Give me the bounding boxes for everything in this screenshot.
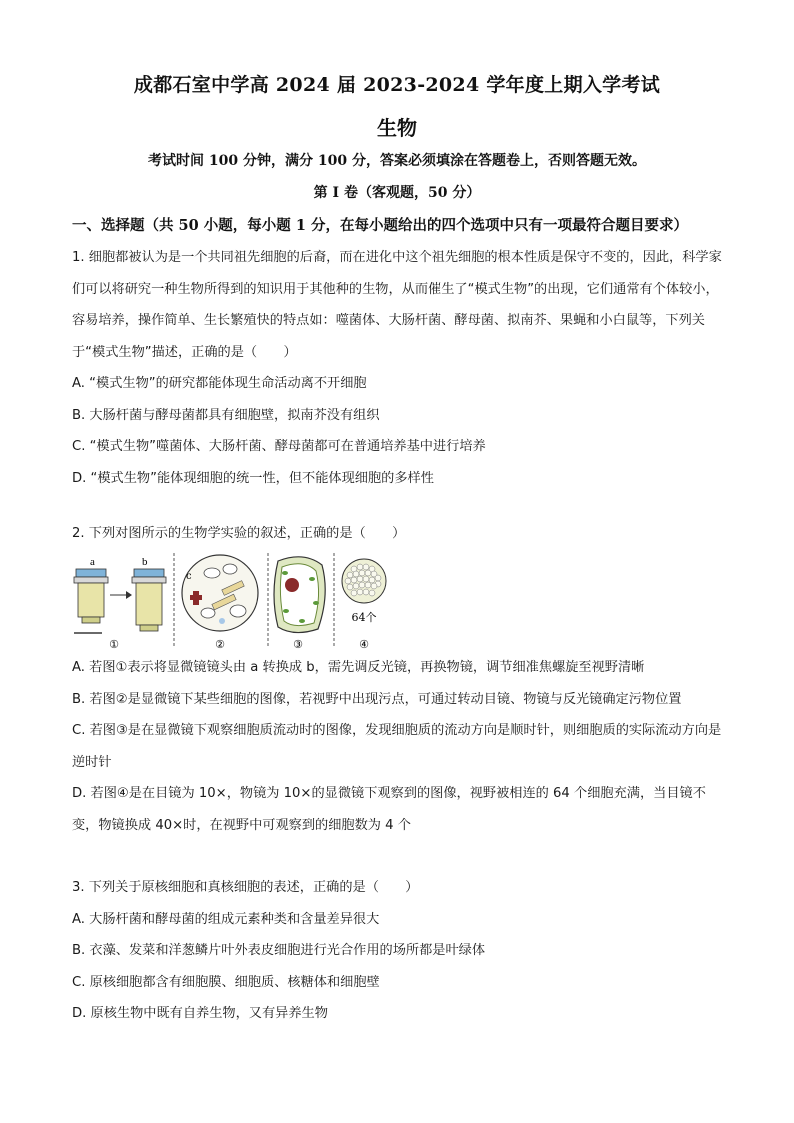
panel-1-objectives xyxy=(74,556,166,651)
option-c: C. “模式生物”噬菌体、大肠杆菌、酵母菌都可在普通培养基中进行培养 xyxy=(72,439,486,454)
volume-heading: 第 I 卷（客观题，50 分） xyxy=(313,185,481,201)
label-c: c xyxy=(186,571,192,582)
microscope-figure xyxy=(72,551,392,651)
question-stem: 2. 下列对图所示的生物学实验的叙述，正确的是（ ） xyxy=(72,526,406,541)
option-b: B. 大肠杆菌与酵母菌都具有细胞壁，拟南芥没有组织 xyxy=(72,407,380,423)
question-stem: 1. 细胞都被认为是一个共同祖先细胞的后裔，而在进化中这个祖先细胞的根本性质是保守不变的，因此，科学家们可以将研究一种生物所得到的知识用于其他种的生物，从而催生了“模式生物”的出现，它们通常有个体较小，容易培养，操作简单、生长繁殖快的特点如：噬菌体、大肠杆菌、酵母菌、拟南芥、果蝇和小白鼠等，下列关于“模式生物”描述，正确的是（ ） xyxy=(72,250,722,360)
option-c: C. 原核细胞都含有细胞膜、细胞质、核糖体和细胞壁 xyxy=(72,974,380,990)
option-a: A. 大肠杆菌和酵母菌的组成元素种类和含量差异很大 xyxy=(72,911,380,927)
question-1 xyxy=(72,242,722,494)
cell-count-label: 64个 xyxy=(351,611,377,624)
option-a: A. 若图①表示将显微镜镜头由 a 转换成 b，需先调反光镜，再换物镜，调节细准焦螺旋至视野清晰 xyxy=(72,660,645,675)
panel-4-cell-field xyxy=(342,559,386,651)
panel-label-1: ① xyxy=(109,638,119,651)
panel-label-2: ② xyxy=(215,638,225,651)
option-b: B. 衣藻、发菜和洋葱鳞片叶外表皮细胞进行光合作用的场所都是叶绿体 xyxy=(72,943,486,958)
exam-notice: 考试时间 100 分钟，满分 100 分，答案必须填涂在答题卷上，否则答题无效。 xyxy=(148,153,646,169)
panel-3-plant-cell xyxy=(274,557,325,651)
panel-label-4: ④ xyxy=(359,638,369,651)
option-c: C. 若图③是在显微镜下观察细胞质流动时的图像，发现细胞质的流动方向是顺时针，则细胞质的实际流动方向是逆时针 xyxy=(72,723,722,770)
option-b: B. 若图②是显微镜下某些细胞的图像，若视野中出现污点，可通过转动目镜、物镜与反光镜确定污物位置 xyxy=(72,691,682,707)
option-a: A. “模式生物”的研究都能体现生命活动离不开细胞 xyxy=(72,376,367,391)
panel-label-3: ③ xyxy=(293,638,303,651)
option-d: D. “模式生物”能体现细胞的统一性，但不能体现细胞的多样性 xyxy=(72,470,434,486)
label-b: b xyxy=(142,556,148,568)
question-2 xyxy=(72,518,722,550)
question-stem: 3. 下列关于原核细胞和真核细胞的表述，正确的是（ ） xyxy=(72,880,419,895)
question-2-options xyxy=(72,652,722,841)
panel-2-cells xyxy=(182,555,258,651)
option-d: D. 原核生物中既有自养生物，又有异养生物 xyxy=(72,1006,328,1021)
subject-title: 生物 xyxy=(377,116,417,140)
section-heading: 一、选择题（共 50 小题，每小题 1 分，在每小题给出的四个选项中只有一项最符合题目要求） xyxy=(72,217,688,234)
option-d: D. 若图④是在目镜为 10×，物镜为 10×的显微镜下观察到的图像，视野被相连的 64 个细胞充满，当目镜不变，物镜换成 40×时，在视野中可观察到的细胞数为 4 个 xyxy=(72,786,706,833)
question-3 xyxy=(72,872,722,1030)
label-a: a xyxy=(90,556,95,568)
exam-title: 成都石室中学高 2024 届 2023-2024 学年度上期入学考试 xyxy=(133,74,661,96)
